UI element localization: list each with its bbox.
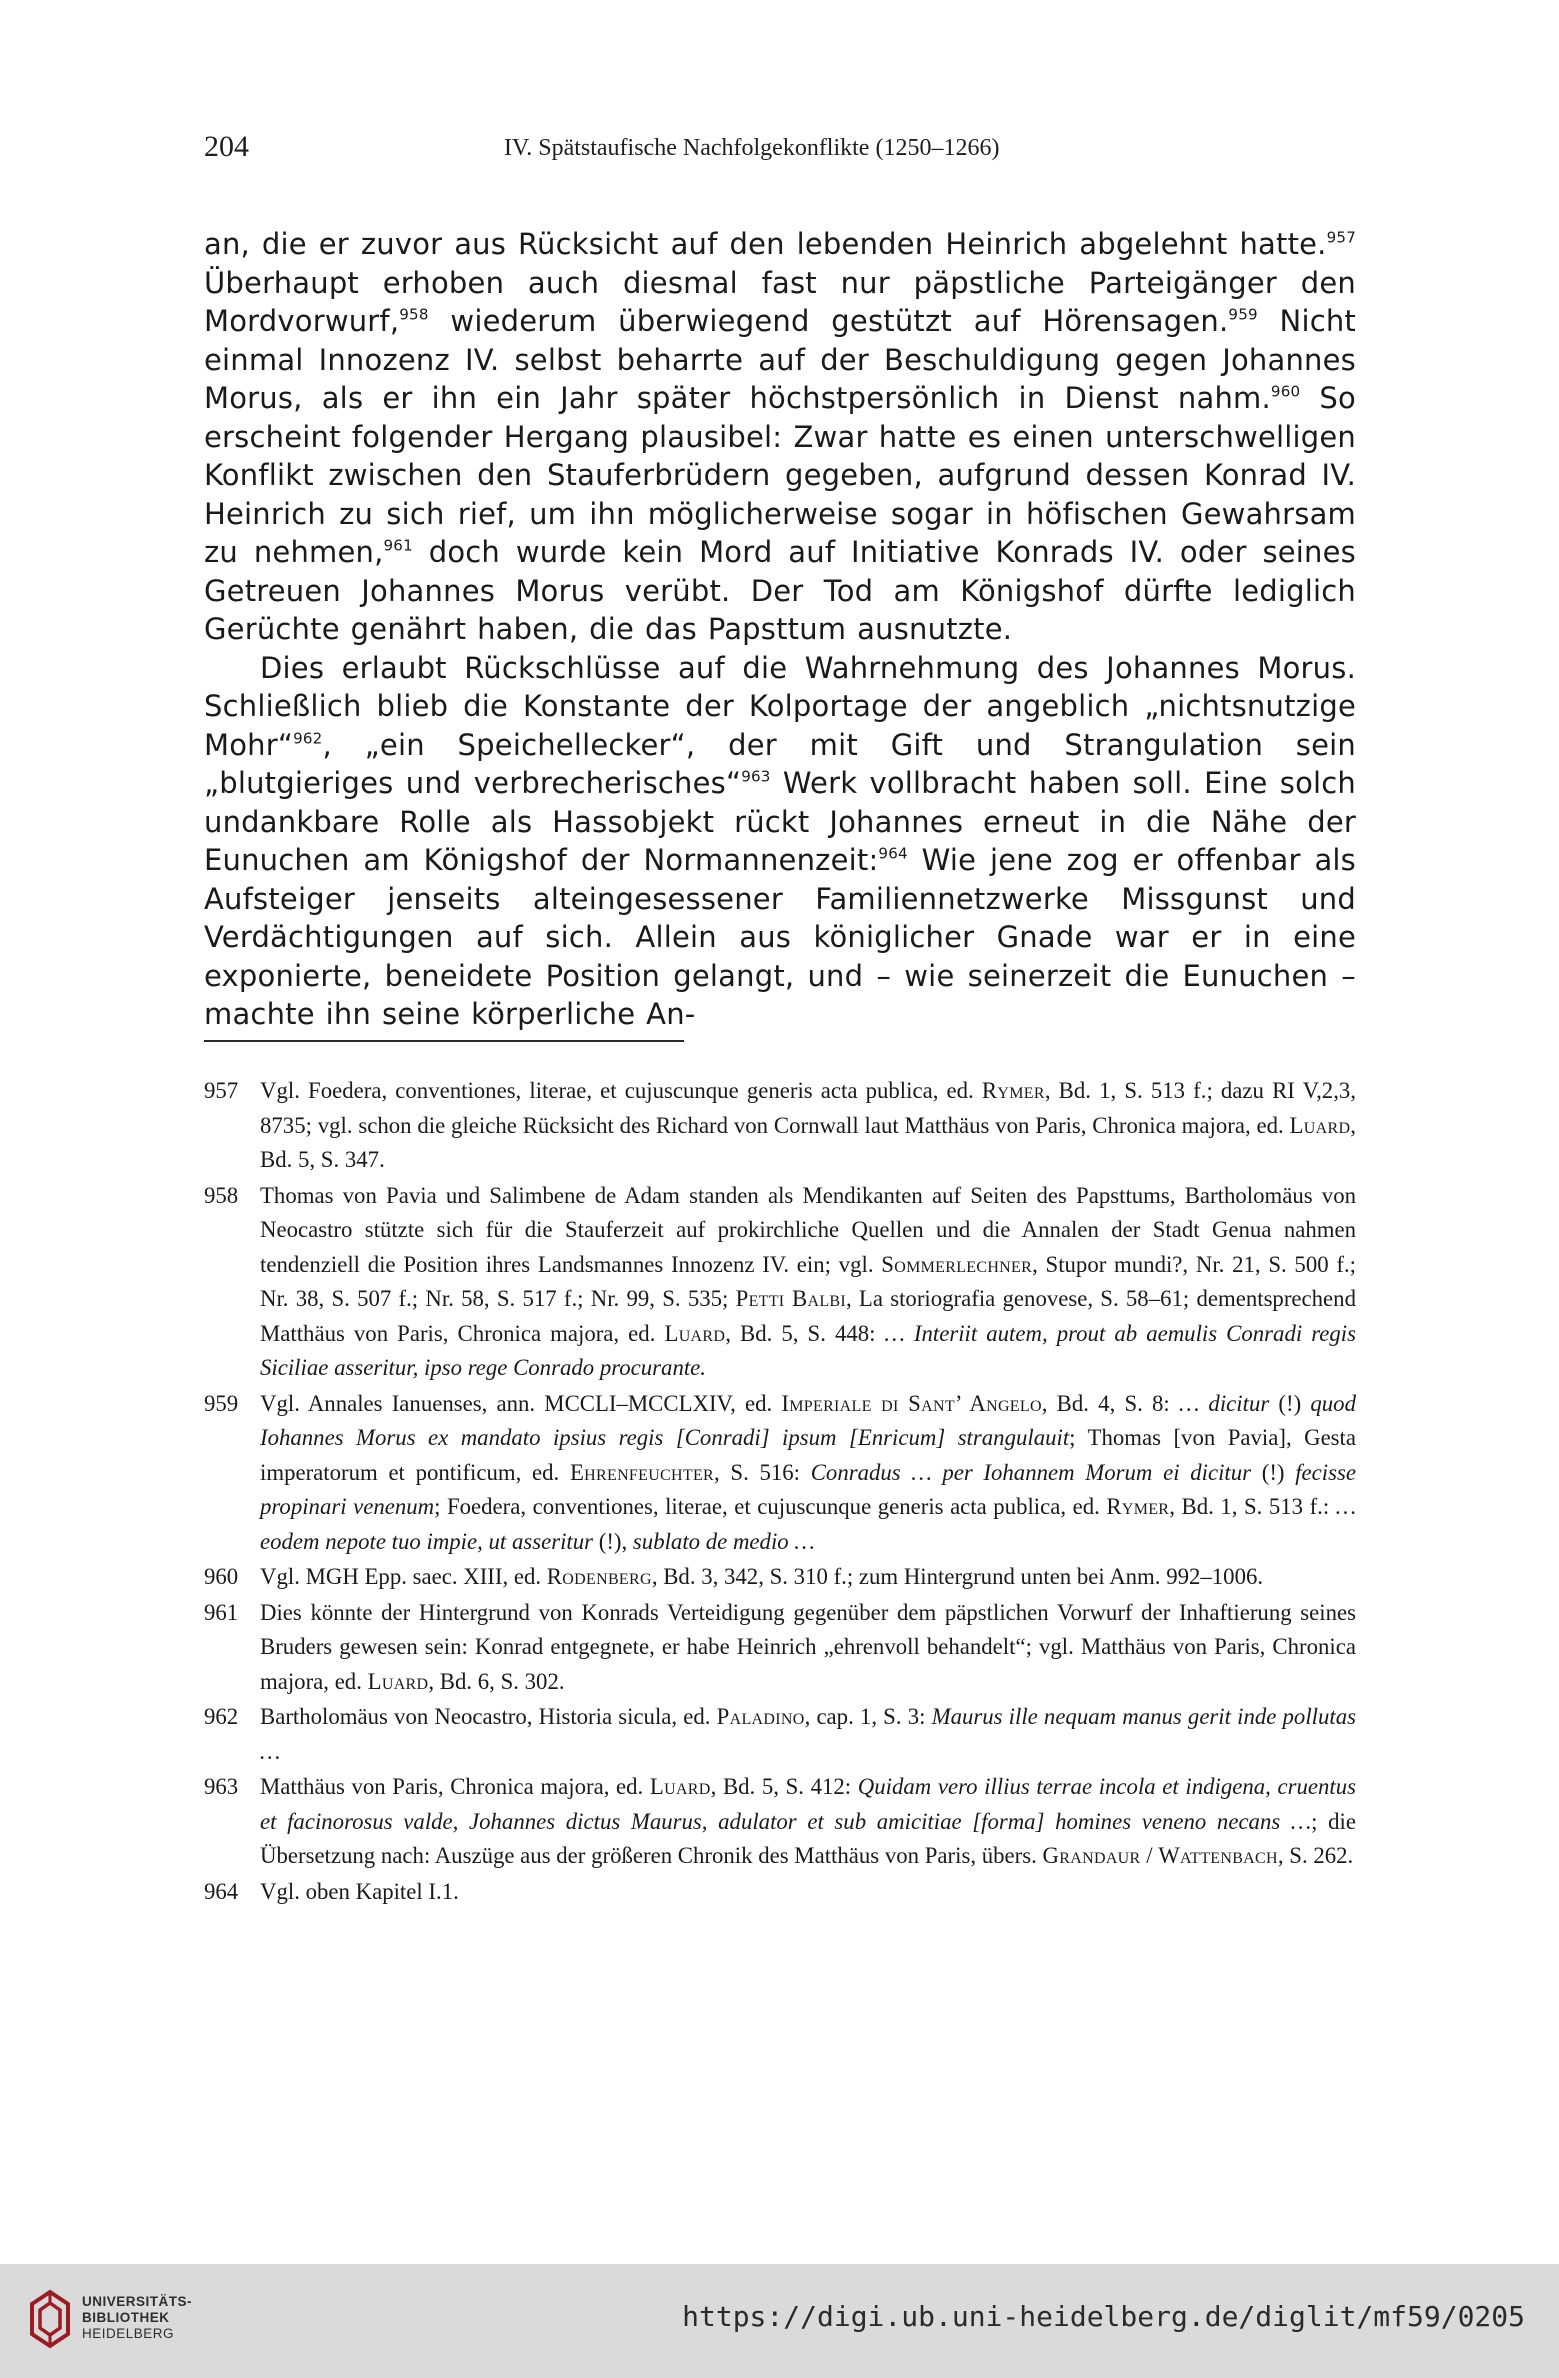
logo-line: UNIVERSITÄTS- bbox=[82, 2294, 193, 2309]
footnote-ref-962[interactable]: 962 bbox=[293, 729, 323, 748]
footnote-number: 961 bbox=[204, 1599, 239, 1625]
footnote-text: , Bd. 1, S. 513 f.; dazu RI V,2,3, 8735; vgl. schon die gleiche Rücksicht des Richard von Cornwall laut Matthäus von Paris, Chronica majora, ed. bbox=[260, 1078, 1357, 1138]
footnote-text: , S. 516: bbox=[714, 1459, 811, 1485]
footnote-text: Vgl. Annales Ianuenses, ann. MCCLI–MCCLXIV, ed. bbox=[260, 1390, 782, 1416]
author-name: Luard bbox=[664, 1320, 726, 1346]
source-url-link[interactable]: https://digi.ub.uni-heidelberg.de/diglit/mf59/0205 bbox=[682, 2300, 1525, 2333]
footnote-separator bbox=[204, 1040, 684, 1042]
author-name: Imperiale di Sant’ Angelo bbox=[781, 1390, 1042, 1416]
library-logo[interactable] bbox=[28, 2280, 198, 2360]
footnote-964 bbox=[204, 1875, 1356, 1910]
latin-quote: Maurus ille nequam manus gerit inde pollutas … bbox=[260, 1704, 1356, 1764]
footnote-text: , Bd. 5, S. 347. bbox=[260, 1112, 1356, 1172]
footnote-text: , Bd. 3, 342, S. 310 f.; zum Hintergrund unten bei Anm. 992–1006. bbox=[651, 1564, 1264, 1589]
footnote-text: ; Foedera, conventiones, literae, et cujuscunque generis acta publica, ed. bbox=[434, 1494, 1107, 1519]
footnote-960 bbox=[204, 1560, 1356, 1595]
footnote-ref-958[interactable]: 958 bbox=[399, 305, 429, 324]
text-run: Nicht einmal Innozenz IV. selbst beharrte auf der Beschuldigung gegen Johannes Morus, als er ihn ein Jahr später höchstpersönlich in Dienst nahm. bbox=[204, 304, 1356, 415]
footnote-number: 964 bbox=[204, 1878, 239, 1904]
footnote-959 bbox=[204, 1387, 1356, 1560]
footnote-text: , Stupor mundi?, Nr. 21, S. 500 f.; Nr. 38, S. 507 f.; Nr. 58, S. 517 f.; Nr. 99, S. 535; bbox=[260, 1251, 1356, 1311]
footnote-text: (!) bbox=[1251, 1459, 1296, 1485]
footer-bar bbox=[0, 2264, 1559, 2378]
text-run: Überhaupt erhoben auch diesmal fast nur päpstliche Parteigänger den Mordvorwurf, bbox=[204, 265, 1356, 338]
footnote-text: / bbox=[1140, 1843, 1159, 1868]
footnote-text: , Bd. 1, S. 513 f.: bbox=[1169, 1494, 1336, 1519]
footnote-text: , S. 262. bbox=[1277, 1843, 1354, 1868]
footnote-number: 962 bbox=[204, 1704, 239, 1729]
footnote-number: 957 bbox=[204, 1078, 239, 1103]
page-number: 204 bbox=[204, 130, 249, 163]
footnote-text: , Bd. 5, S. 448: bbox=[725, 1320, 885, 1346]
text-run: Dies erlaubt Rückschlüsse auf die Wahrnehmung des Johannes Morus. Schließlich blieb die Konstante der Kolportage der angeblich „nichtsnutzige Mohr“ bbox=[204, 650, 1356, 762]
logo-line: BIBLIOTHEK bbox=[82, 2310, 170, 2325]
text-run: doch wurde kein Mord auf Initiative Konrads IV. oder seines Getreuen Johannes Morus verübt. Der Tod am Königshof dürfte lediglich Gerüchte genährt haben, die das Papsttum ausnutzte. bbox=[204, 535, 1356, 646]
footnote-text: ; Thomas [von Pavia], Gesta imperatorum et pontificum, ed. bbox=[260, 1425, 1357, 1485]
latin-quote: … dicitur bbox=[1178, 1390, 1270, 1416]
latin-quote: Conradus … per Iohannem Morum ei dicitur bbox=[810, 1459, 1252, 1485]
footnote-text: Bartholomäus von Neocastro, Historia sicula, ed. bbox=[260, 1704, 717, 1729]
latin-quote: … Interiit autem, prout ab aemulis Conradi regis Siciliae asseritur, ipso rege Conrado procurante. bbox=[260, 1320, 1356, 1380]
text-run: an, die er zuvor aus Rücksicht auf den lebenden Heinrich abgelehnt hatte. bbox=[204, 227, 1327, 261]
footnote-962 bbox=[204, 1700, 1356, 1769]
footnote-text: , cap. 1, S. 3: bbox=[804, 1704, 932, 1729]
author-name: Paladino bbox=[716, 1704, 805, 1729]
footnote-957 bbox=[204, 1074, 1356, 1178]
footnote-text: Vgl. MGH Epp. saec. XIII, ed. bbox=[260, 1564, 547, 1589]
latin-quote: sublato de medio … bbox=[632, 1528, 815, 1554]
author-name: Luard bbox=[649, 1774, 711, 1799]
text-run: Werk vollbracht haben soll. Eine solch undankbare Rolle als Hassobjekt rückt Johannes erneut in die Nähe der Eunuchen am Königshof der Normannenzeit: bbox=[204, 766, 1356, 877]
running-header bbox=[204, 130, 1356, 174]
footnote-text: , La storiografia genovese, S. 58–61; dementsprechend Matthäus von Paris, Chronica majora, ed. bbox=[260, 1286, 1356, 1346]
footnote-text: , Bd. 4, S. 8: bbox=[1041, 1390, 1179, 1416]
author-name: Ehrenfeuchter bbox=[569, 1459, 715, 1485]
footnote-number: 959 bbox=[204, 1390, 239, 1416]
author-name: Luard bbox=[1289, 1112, 1351, 1138]
footnote-text: , Bd. 5, S. 412: bbox=[710, 1774, 858, 1799]
author-name: Petti Balbi bbox=[735, 1286, 846, 1311]
footnotes bbox=[204, 1074, 1356, 1910]
footnote-number: 960 bbox=[204, 1564, 239, 1589]
author-name: Wattenbach bbox=[1158, 1843, 1278, 1868]
footnote-number: 958 bbox=[204, 1182, 239, 1208]
footnote-text: Matthäus von Paris, Chronica majora, ed. bbox=[260, 1774, 650, 1799]
author-name: Rymer bbox=[1106, 1494, 1170, 1519]
footnote-ref-960[interactable]: 960 bbox=[1270, 382, 1301, 401]
footnote-number: 963 bbox=[204, 1774, 239, 1799]
logo-line: HEIDELBERG bbox=[82, 2326, 175, 2341]
author-name: Grandaur bbox=[1042, 1843, 1141, 1868]
text-run: Wie jene zog er offenbar als Aufsteiger jenseits alteingesessener Familiennetzwerke Missgunst und Verdächtigungen auf sich. Allein aus königlicher Gnade war er in eine exponierte, beneidete Position gelangt, und – wie seinerzeit die Eunuchen – machte ihn seine körperliche An- bbox=[204, 843, 1356, 1031]
footnote-963 bbox=[204, 1770, 1356, 1874]
footnote-text: (!), bbox=[593, 1528, 633, 1554]
library-logo-icon bbox=[28, 2284, 72, 2354]
author-name: Luard bbox=[367, 1668, 429, 1694]
footnote-ref-959[interactable]: 959 bbox=[1228, 305, 1258, 324]
footnote-text: Vgl. Foedera, conventiones, literae, et cujuscunque generis acta publica, ed. bbox=[260, 1078, 982, 1103]
author-name: Rymer bbox=[981, 1078, 1045, 1103]
latin-quote: Quidam vero illius terrae incola et indigena, cruentus et facinorosus valde, Johannes dictus Maurus, adulator et sub amicitiae [forma] homines veneno necans … bbox=[260, 1774, 1356, 1834]
footnote-958 bbox=[204, 1179, 1356, 1386]
paragraph-1 bbox=[204, 225, 1356, 649]
footnote-ref-964[interactable]: 964 bbox=[878, 844, 908, 863]
footnote-text: (!) bbox=[1269, 1390, 1311, 1416]
latin-quote: fecisse propinari venenum bbox=[260, 1459, 1356, 1519]
text-run: So erscheint folgender Hergang plausibel: Zwar hatte es einen unterschwelligen Konflikt zwischen den Stauferbrüdern gegeben, aufgrund dessen Konrad IV. Heinrich zu sich rief, um ihn möglicherweise sogar in höfischen Gewahrsam zu nehmen, bbox=[204, 381, 1356, 569]
paragraph-2 bbox=[204, 649, 1356, 1034]
latin-quote: quod Iohannes Morus ex mandato ipsius regis [Conradi] ipsum [Enricum] strangulauit bbox=[260, 1390, 1356, 1450]
main-text bbox=[204, 225, 1356, 1034]
footnote-text: Dies könnte der Hintergrund von Konrads Verteidigung gegenüber dem päpstlichen Vorwurf der Inhaftierung seines Bruders gewesen sein: Konrad entgegnete, er habe Heinrich „ehrenvoll behandelt“; vgl. Matthäus von Paris, Chronica majora, ed. bbox=[260, 1599, 1356, 1694]
footnote-text: Thomas von Pavia und Salimbene de Adam standen als Mendikanten auf Seiten des Papsttums, Bartholomäus von Neocastro stützte sich für die Stauferzeit auf prokirchliche Quellen und die Annalen der Stadt Genua nahmen tendenziell die Position ihres Landsmannes Innozenz IV. ein; vgl. bbox=[260, 1182, 1356, 1277]
footnote-text: ; die Übersetzung nach: Auszüge aus der größeren Chronik des Matthäus von Paris, übers. bbox=[260, 1808, 1356, 1868]
footnote-ref-963[interactable]: 963 bbox=[741, 767, 771, 786]
latin-quote: … eodem nepote tuo impie, ut asseritur bbox=[260, 1494, 1356, 1554]
footnote-text: Vgl. oben Kapitel I.1. bbox=[260, 1878, 459, 1904]
text-run: , „ein Speichellecker“, der mit Gift und Strangulation sein „blutgieriges und verbrecherisches“ bbox=[204, 727, 1356, 800]
library-logo-text bbox=[82, 2294, 192, 2342]
author-name: Sommerlechner bbox=[881, 1251, 1033, 1277]
footnote-text: , Bd. 6, S. 302. bbox=[428, 1668, 565, 1694]
footnote-ref-961[interactable]: 961 bbox=[383, 536, 413, 555]
running-title: IV. Spätstaufische Nachfolgekonflikte (1250–1266) bbox=[504, 135, 1000, 161]
text-run: wiederum überwiegend gestützt auf Hörensagen. bbox=[428, 304, 1229, 338]
author-name: Rodenberg bbox=[546, 1564, 652, 1589]
footnote-961 bbox=[204, 1596, 1356, 1700]
footnote-ref-957[interactable]: 957 bbox=[1326, 228, 1356, 247]
